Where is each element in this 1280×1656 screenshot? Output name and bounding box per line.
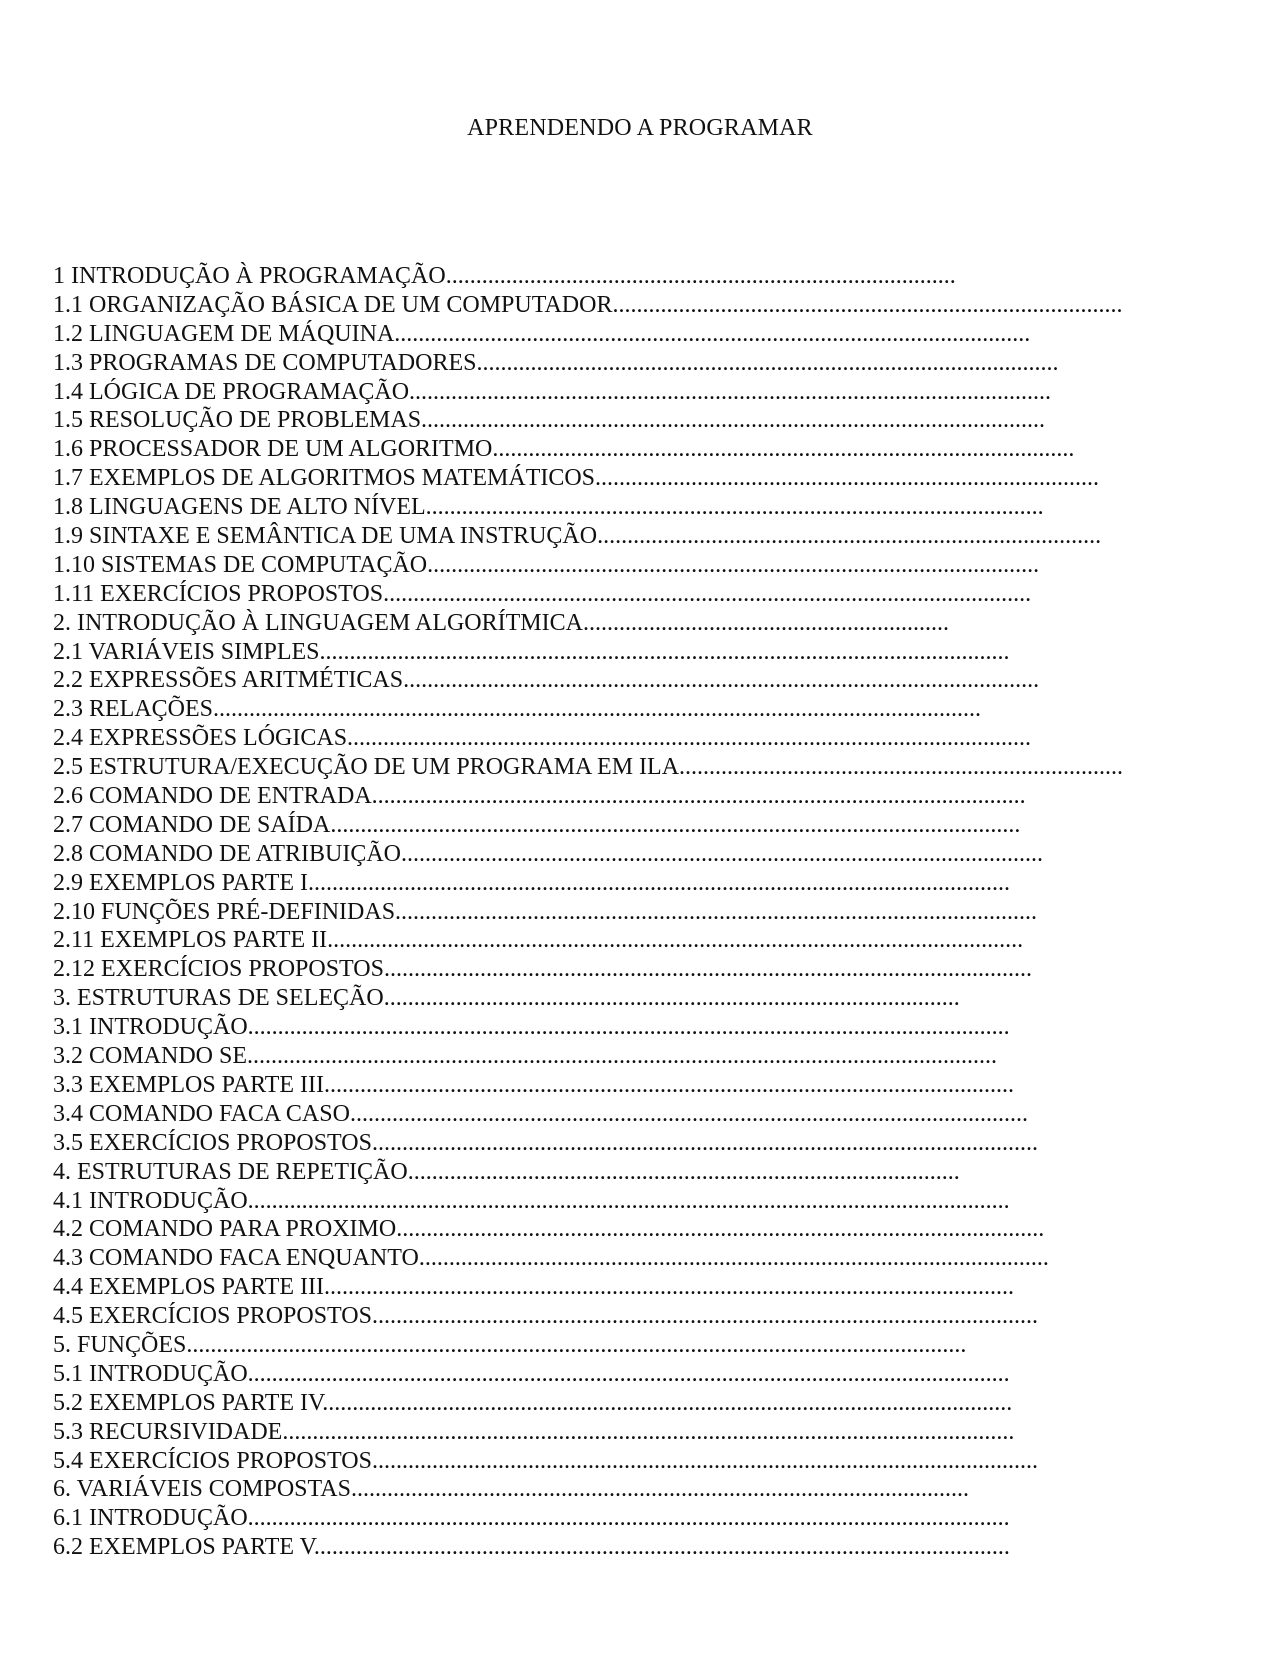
toc-leader-dots: ................................................................................................ (383, 985, 960, 1012)
toc-entry (53, 609, 1223, 638)
toc-entry-label: 2.12 EXERCÍCIOS PROPOSTOS (53, 956, 384, 983)
toc-entry (53, 1504, 1223, 1533)
toc-entry (53, 320, 1223, 349)
toc-entry-label: 3.3 EXEMPLOS PARTE III (53, 1071, 325, 1098)
toc-leader-dots: .................................................................................................................................. (186, 1331, 967, 1358)
toc-entry-label: 6. VARIÁVEIS COMPOSTAS (53, 1476, 351, 1503)
toc-entry-label: 5.1 INTRODUÇÃO (53, 1360, 248, 1387)
toc-leader-dots: .................................................................................... (597, 523, 1102, 550)
toc-entry (53, 695, 1223, 724)
toc-leader-dots: ............................................................................................................................. (247, 1043, 998, 1070)
toc-entry-label: 2.10 FUNÇÕES PRÉ-DEFINIDAS (53, 898, 396, 925)
toc-entry-label: 3.1 INTRODUÇÃO (53, 1014, 248, 1041)
toc-entry (53, 1273, 1223, 1302)
toc-leader-dots: ........................................................................................................ (421, 407, 1046, 434)
toc-entry-label: 5.4 EXERCÍCIOS PROPOSTOS (53, 1447, 372, 1474)
toc-entry-label: 2. INTRODUÇÃO À LINGUAGEM ALGORÍTMICA (53, 609, 583, 636)
toc-entry (53, 1389, 1223, 1418)
toc-leader-dots: ............................................................................................................................... (247, 1014, 1010, 1041)
toc-leader-dots: ................................................................................................................................ (213, 696, 982, 723)
toc-entry-label: 4.2 COMANDO PARA PROXIMO (53, 1216, 397, 1243)
toc-leader-dots: ................................................................................................. (492, 436, 1075, 463)
toc-leader-dots: ................................................................................................................... (319, 638, 1010, 665)
toc-leader-dots: .......................................................................... (679, 754, 1124, 781)
toc-entry-label: 4.3 COMANDO FACA ENQUANTO (53, 1245, 419, 1272)
toc-leader-dots: ............................................................................................................ (396, 1216, 1045, 1243)
toc-entry-label: 3. ESTRUTURAS DE SELEÇÃO (53, 985, 384, 1012)
toc-entry-label: 1.8 LINGUAGENS DE ALTO NÍVEL (53, 494, 426, 521)
toc-entry (53, 1215, 1223, 1244)
toc-entry (53, 1100, 1223, 1129)
toc-entry-label: 1.1 ORGANIZAÇÃO BÁSICA DE UM COMPUTADOR (53, 291, 613, 318)
toc-leader-dots: ........................................................................................................... (409, 378, 1052, 405)
toc-entry-label: 6.2 EXEMPLOS PARTE V (53, 1534, 314, 1561)
toc-entry-label: 1.3 PROGRAMAS DE COMPUTADORES (53, 349, 477, 376)
toc-entry-label: 3.5 EXERCÍCIOS PROPOSTOS (53, 1129, 372, 1156)
toc-entry-label: 1.10 SISTEMAS DE COMPUTAÇÃO (53, 551, 428, 578)
toc-entry (53, 262, 1223, 291)
toc-leader-dots: ........................................................................................................... (401, 840, 1044, 867)
toc-entry-label: 4.5 EXERCÍCIOS PROPOSTOS (53, 1303, 372, 1330)
toc-entry (53, 984, 1223, 1013)
toc-entry (53, 926, 1223, 955)
toc-leader-dots: .......................................................................................................................... (282, 1418, 1015, 1445)
toc-entry (53, 1013, 1223, 1042)
toc-entry-label: 1.2 LINGUAGEM DE MÁQUINA (53, 320, 395, 347)
toc-entry-label: 1.7 EXEMPLOS DE ALGORITMOS MATEMÁTICOS (53, 465, 596, 492)
toc-entry-label: 1.5 RESOLUÇÃO DE PROBLEMAS (53, 407, 422, 434)
toc-leader-dots: ............................................................................................ (407, 1158, 960, 1185)
toc-entry-label: 2.11 EXEMPLOS PARTE II (53, 927, 328, 954)
toc-entry (53, 435, 1223, 464)
toc-leader-dots: .................................................................................................................... (313, 1534, 1010, 1561)
toc-entry-label: 5.3 RECURSIVIDADE (53, 1418, 283, 1445)
toc-entry (53, 1475, 1223, 1504)
toc-entry-label: 2.4 EXPRESSÕES LÓGICAS (53, 725, 348, 752)
toc-entry-label: 4.4 EXEMPLOS PARTE III (53, 1274, 325, 1301)
toc-entry (53, 580, 1223, 609)
toc-entry (53, 869, 1223, 898)
document-title: APRENDENDO A PROGRAMAR (467, 115, 813, 141)
toc-leader-dots: ................................................................................................................. (349, 1100, 1028, 1127)
toc-entry (53, 782, 1223, 811)
toc-entry-label: 1.4 LÓGICA DE PROGRAMAÇÃO (53, 378, 410, 405)
toc-entry (53, 1071, 1223, 1100)
toc-entry (53, 378, 1223, 407)
toc-entry (53, 1360, 1223, 1389)
toc-entry-label: 3.2 COMANDO SE (53, 1043, 248, 1070)
toc-entry (53, 638, 1223, 667)
toc-leader-dots: ............................................................. (582, 609, 949, 636)
toc-leader-dots: ............................................................................................................ (383, 580, 1032, 607)
toc-leader-dots: .......................................................................................................... (403, 667, 1040, 694)
toc-entry-label: 2.1 VARIÁVEIS SIMPLES (53, 638, 320, 665)
toc-entry-label: 1 INTRODUÇÃO À PROGRAMAÇÃO (53, 263, 446, 289)
toc-leader-dots: ....................................................................................................... (425, 494, 1044, 521)
toc-leader-dots: ............................................................................................................................... (247, 1360, 1010, 1387)
toc-entry (53, 840, 1223, 869)
toc-leader-dots: .................................................................................................................. (347, 725, 1032, 752)
toc-leader-dots: ................................................................................................................... (330, 811, 1021, 838)
toc-entry (53, 406, 1223, 435)
toc-entry-label: 1.9 SINTAXE E SEMÂNTICA DE UMA INSTRUÇÃO (53, 523, 598, 550)
toc-leader-dots: ................................................................................................................... (324, 1071, 1015, 1098)
toc-entry (53, 1042, 1223, 1071)
toc-entry-label: 2.5 ESTRUTURA/EXECUÇÃO DE UM PROGRAMA EM ILA (53, 754, 680, 781)
toc-entry (53, 724, 1223, 753)
toc-entry (53, 1129, 1223, 1158)
toc-entry (53, 349, 1223, 378)
toc-entry-label: 1.11 EXERCÍCIOS PROPOSTOS (53, 580, 384, 607)
toc-entry-label: 2.9 EXEMPLOS PARTE I (53, 869, 309, 896)
toc-entry (53, 493, 1223, 522)
toc-entry (53, 1533, 1223, 1562)
toc-entry-label: 5.2 EXEMPLOS PARTE IV (53, 1389, 323, 1416)
toc-entry (53, 1302, 1223, 1331)
toc-entry-label: 2.7 COMANDO DE SAÍDA (53, 811, 331, 838)
toc-leader-dots: ................................................................................................. (476, 349, 1059, 376)
toc-entry-label: 4.1 INTRODUÇÃO (53, 1187, 248, 1214)
toc-entry (53, 551, 1223, 580)
toc-entry (53, 811, 1223, 840)
toc-leader-dots: ........................................................................................................... (395, 898, 1038, 925)
toc-entry-label: 2.6 COMANDO DE ENTRADA (53, 783, 372, 810)
toc-entry-label: 4. ESTRUTURAS DE REPETIÇÃO (53, 1158, 408, 1185)
toc-entry (53, 464, 1223, 493)
toc-entry (53, 1447, 1223, 1476)
toc-leader-dots: ................................................................................................................... (324, 1274, 1015, 1301)
toc-leader-dots: ..................................................................................... (445, 263, 956, 289)
toc-leader-dots: .................................................................................... (595, 465, 1100, 492)
toc-leader-dots: ............................................................................................................... (371, 1129, 1038, 1156)
toc-leader-dots: ............................................................................................................... (371, 1447, 1038, 1474)
toc-entry (53, 1331, 1223, 1360)
toc-leader-dots: ......................................................................................................... (418, 1245, 1049, 1272)
toc-entry-label: 2.8 COMANDO DE ATRIBUIÇÃO (53, 840, 402, 867)
toc-leader-dots: ............................................................................................................... (371, 1303, 1038, 1330)
toc-leader-dots: ..................................................................................... (612, 291, 1123, 318)
toc-leader-dots: ............................................................................................................ (383, 956, 1032, 983)
toc-entry-label: 2.3 RELAÇÕES (53, 696, 214, 723)
toc-entry (53, 1418, 1223, 1447)
toc-leader-dots: ................................................................................................................... (322, 1389, 1013, 1416)
toc-leader-dots: .................................................................................................................... (327, 927, 1024, 954)
toc-leader-dots: ............................................................................................................. (371, 783, 1026, 810)
toc-entry-label: 5. FUNÇÕES (53, 1331, 187, 1358)
toc-entry (53, 1244, 1223, 1273)
toc-entry (53, 291, 1223, 320)
toc-entry-label: 1.6 PROCESSADOR DE UM ALGORITMO (53, 436, 493, 463)
toc-entry (53, 666, 1223, 695)
table-of-contents (53, 262, 1223, 1562)
toc-entry (53, 753, 1223, 782)
toc-entry (53, 1187, 1223, 1216)
toc-leader-dots: ............................................................................................................................... (247, 1187, 1010, 1214)
toc-leader-dots: ............................................................................................................................... (247, 1505, 1010, 1532)
toc-leader-dots: ...................................................................................................... (427, 551, 1040, 578)
toc-entry-label: 2.2 EXPRESSÕES ARITMÉTICAS (53, 667, 404, 694)
toc-entry (53, 898, 1223, 927)
toc-leader-dots: ....................................................................................................... (350, 1476, 969, 1503)
toc-leader-dots: ..................................................................................................................... (308, 869, 1011, 896)
toc-entry (53, 955, 1223, 984)
toc-leader-dots: .......................................................................................................... (394, 320, 1031, 347)
toc-entry (53, 1158, 1223, 1187)
toc-entry (53, 522, 1223, 551)
toc-entry-label: 6.1 INTRODUÇÃO (53, 1505, 248, 1532)
toc-entry-label: 3.4 COMANDO FACA CASO (53, 1100, 350, 1127)
